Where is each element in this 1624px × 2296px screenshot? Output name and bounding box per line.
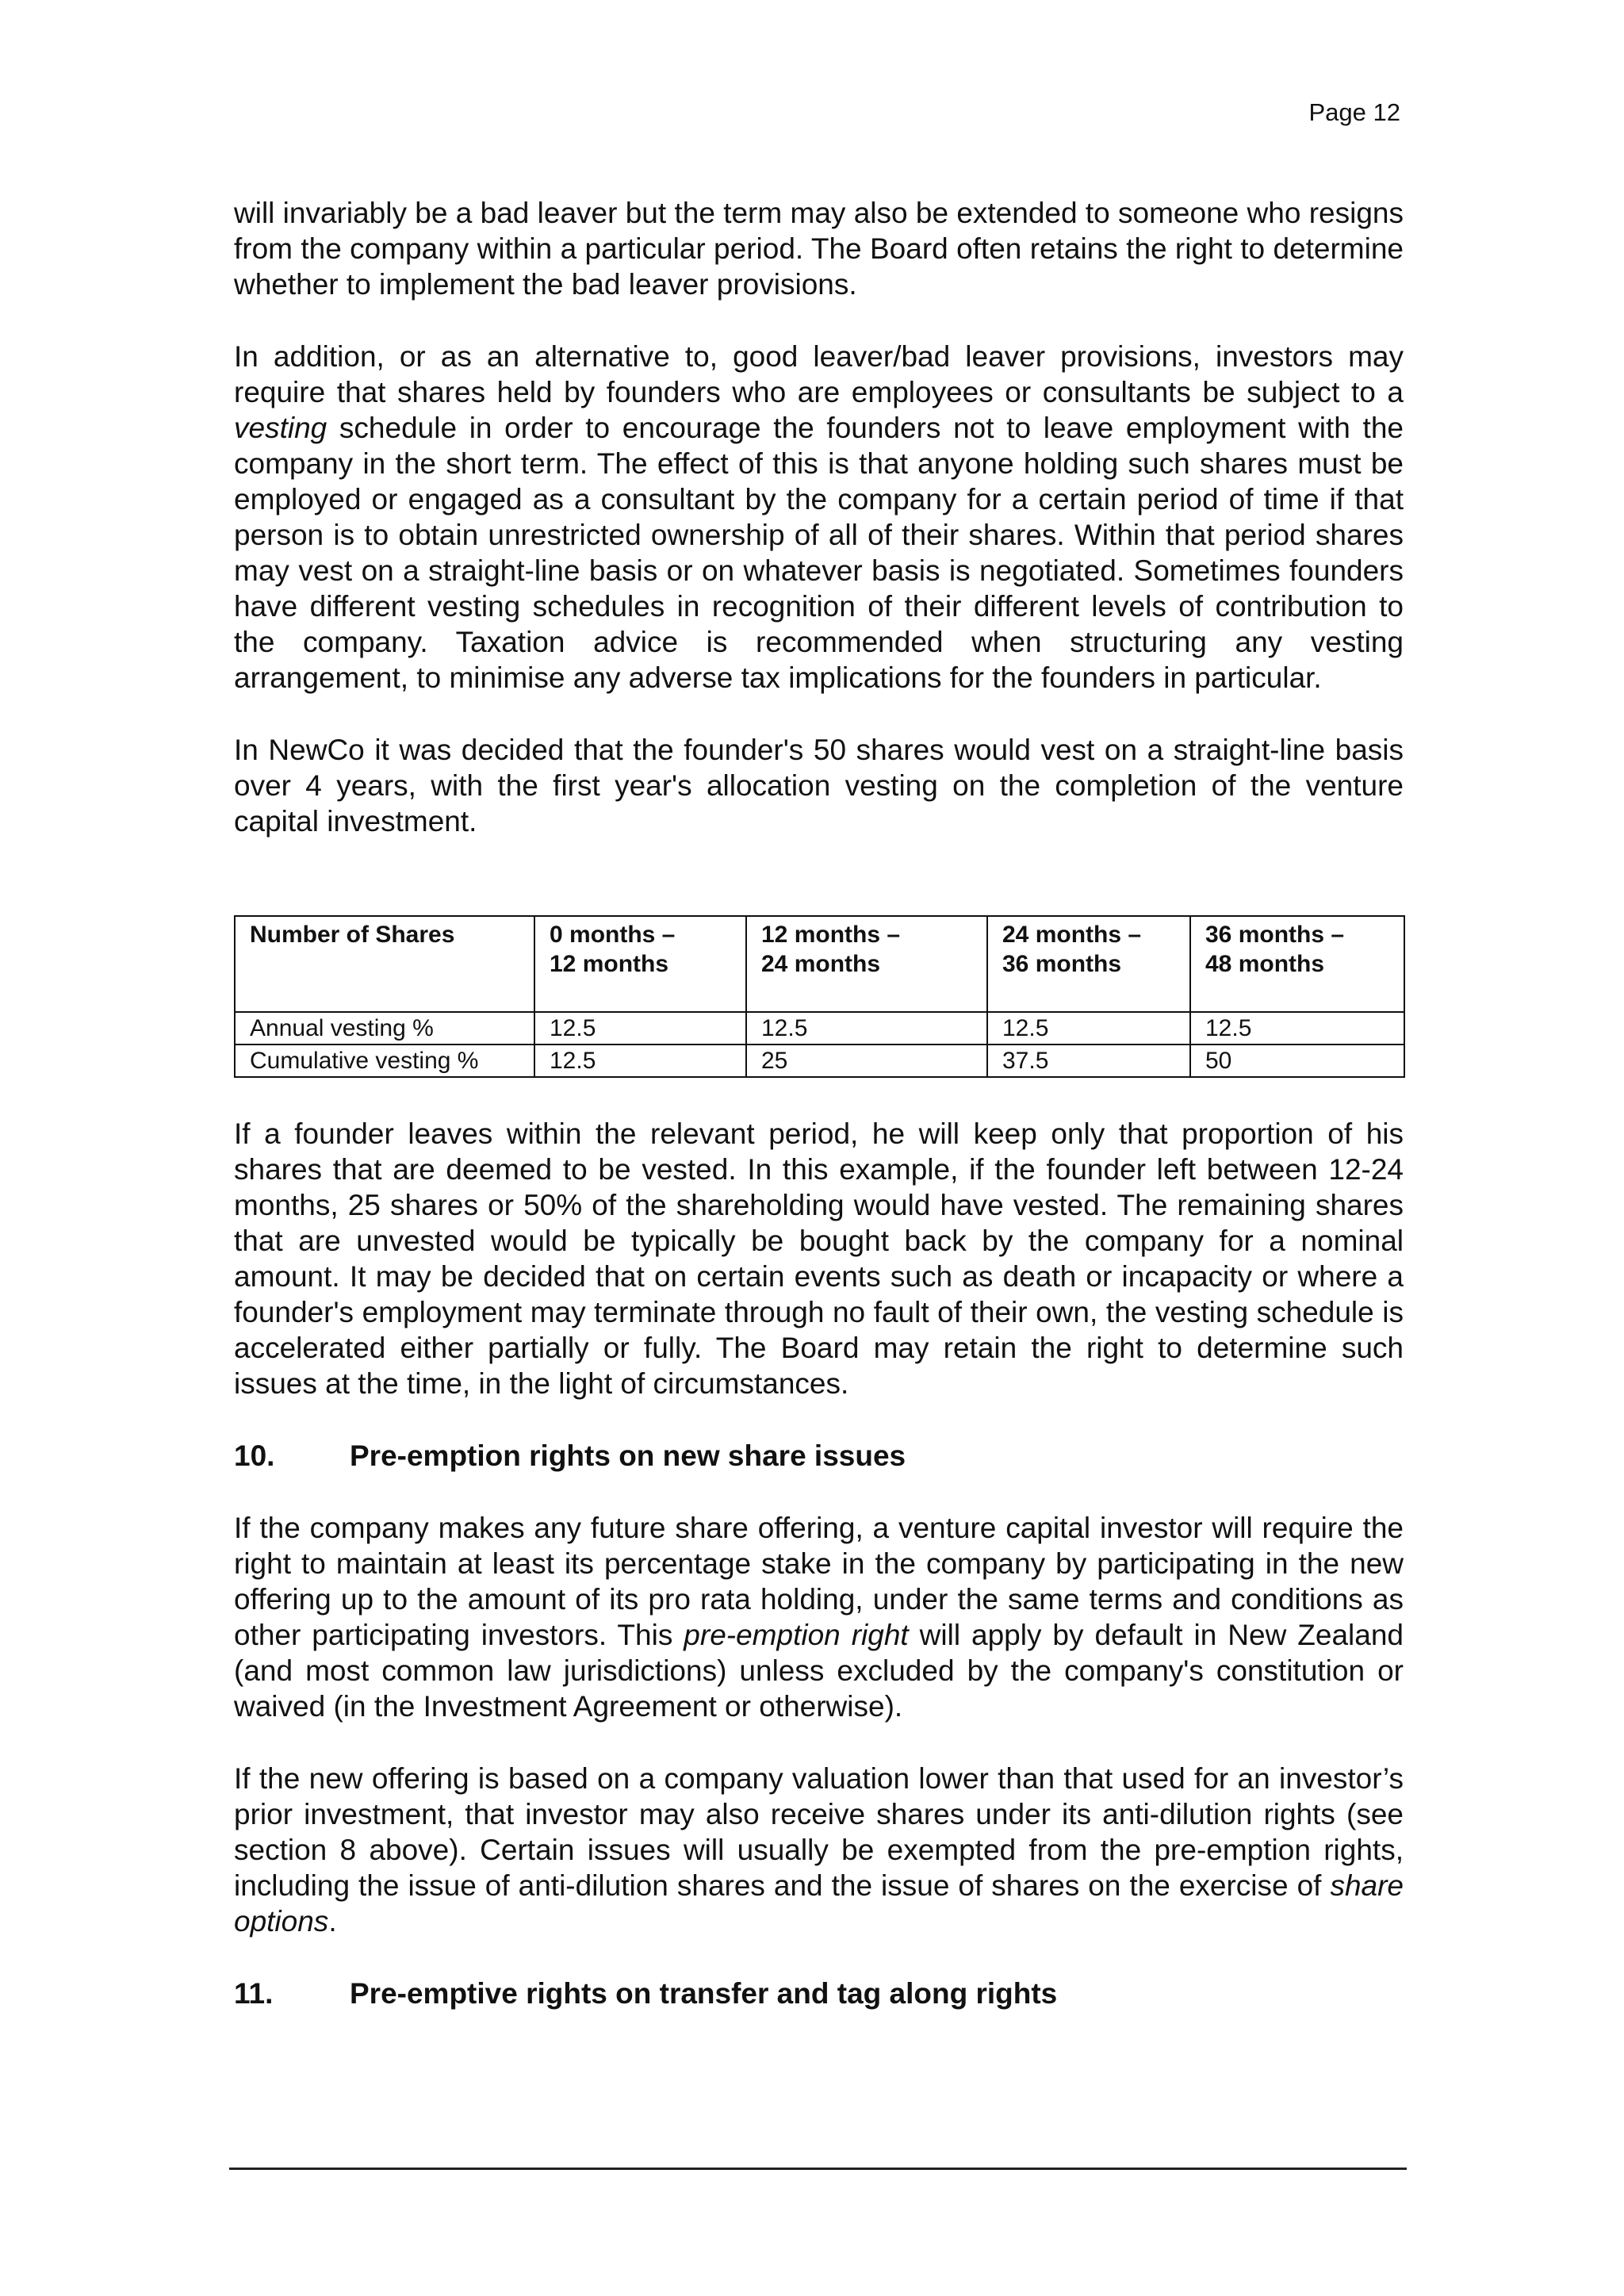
document-body xyxy=(234,195,1404,2048)
table-header-row xyxy=(235,916,1404,1012)
header-text: 0 months – 12 months xyxy=(550,922,676,977)
paragraph-founder-leaves: If a founder leaves within the relevant period, he will keep only that proportion of his shares that are deemed to be vested. In this example, if the founder left between 12-24 months, 25 shares or 50% of the shareholding would have vested. The remaining shares that are unvested would be typically be bought back by the company for a nominal amount. It may be decided that on certain events such as death or incapacity or where a founder's employment may terminate through no fault of their own, the vesting schedule is accelerated either partially or fully. The Board may retain the right to determine such issues at the time, in the light of circumstances. xyxy=(234,1117,1404,1400)
table-row-annual-vesting xyxy=(235,1012,1404,1045)
header-24-36-months xyxy=(987,916,1190,1012)
emphasis-share-options: share options xyxy=(234,1869,1404,1938)
section-number: 10. xyxy=(234,1439,275,1472)
emphasis-vesting: vesting xyxy=(234,412,327,444)
table-cell: 12.5 xyxy=(534,1045,746,1077)
table-cell: 37.5 xyxy=(987,1045,1190,1077)
table-cell: 25 xyxy=(746,1045,987,1077)
table-row-cumulative-vesting xyxy=(235,1045,1404,1077)
page-number: Page 12 xyxy=(1308,98,1400,126)
vesting-table xyxy=(234,915,1405,1078)
section-title: Pre-emption rights on new share issues xyxy=(350,1439,906,1472)
table-cell: 12.5 xyxy=(987,1012,1190,1045)
paragraph-text: schedule in order to encourage the founders not to leave employment with the company in the short term. The effect of this is that anyone holding such shares must be employed or engaged as a consultant by the company for a certain period of time if that person is to obtain unrestricted ownership of all of their shares. Within that period shares may vest on a straight-line basis or on whatever basis is negotiated. Sometimes founders have different vesting schedules in recognition of their different levels of contribution to the company. Taxation advice is recommended when structuring any vesting arrangement, to minimise any adverse tax implications for the founders in particular. xyxy=(234,412,1404,694)
vesting-table-wrapper xyxy=(234,915,1404,1078)
paragraph-text: If the company makes any future share offering, a venture capital investor will require the right to maintain at least its percentage stake in the company by participating in the new offering up to the amount of its pro rata holding, under the same terms and conditions as other participating investors. This xyxy=(234,1512,1404,1651)
table-cell: 12.5 xyxy=(534,1012,746,1045)
section-heading-11 xyxy=(234,1976,1404,2011)
paragraph-text: will apply by default in New Zealand (and most common law jurisdictions) unless excluded by the company's constitution or waived (in the Investment Agreement or otherwise). xyxy=(234,1619,1404,1723)
header-text: 24 months – 36 months xyxy=(1002,922,1142,977)
header-36-48-months xyxy=(1190,916,1404,1012)
header-text: 12 months – 24 months xyxy=(761,922,901,977)
paragraph-text: In addition, or as an alternative to, good leaver/bad leaver provisions, investors may require that shares held by founders who are employees or consultants be subject to a xyxy=(234,340,1404,408)
table-cell: 12.5 xyxy=(1190,1012,1404,1045)
section-number: 11. xyxy=(234,1977,274,2010)
table-cell: 50 xyxy=(1190,1045,1404,1077)
row-label: Annual vesting % xyxy=(235,1012,534,1045)
header-number-of-shares: Number of Shares xyxy=(235,916,534,1012)
paragraph-vesting-schedule xyxy=(234,339,1404,696)
footer-divider xyxy=(229,2168,1407,2170)
paragraph-text: . xyxy=(328,1905,337,1938)
header-12-24-months xyxy=(746,916,987,1012)
row-label: Cumulative vesting % xyxy=(235,1045,534,1077)
table-cell: 12.5 xyxy=(746,1012,987,1045)
emphasis-pre-emption-right: pre-emption right xyxy=(684,1619,909,1651)
paragraph-newco-example: In NewCo it was decided that the founder's 50 shares would vest on a straight-line basis over 4 years, with the first year's allocation vesting on the completion of the venture capital investment. xyxy=(234,734,1404,838)
header-text: 36 months – 48 months xyxy=(1205,922,1345,977)
section-title: Pre-emptive rights on transfer and tag along rights xyxy=(350,1977,1058,2010)
paragraph-text: If the new offering is based on a company valuation lower than that used for an investor’s prior investment, that investor may also receive shares under its anti-dilution rights (see section 8 above). Certain issues will usually be exempted from the pre-emption rights, including the issue of anti-dilution shares and the issue of shares on the exercise of xyxy=(234,1762,1404,1902)
paragraph-bad-leaver: will invariably be a bad leaver but the term may also be extended to someone who resigns from the company within a particular period. The Board often retains the right to determine whether to implement the bad leaver provisions. xyxy=(234,197,1404,301)
paragraph-anti-dilution xyxy=(234,1761,1404,1939)
header-0-12-months xyxy=(534,916,746,1012)
paragraph-pre-emption-right xyxy=(234,1510,1404,1724)
section-heading-10 xyxy=(234,1438,1404,1474)
